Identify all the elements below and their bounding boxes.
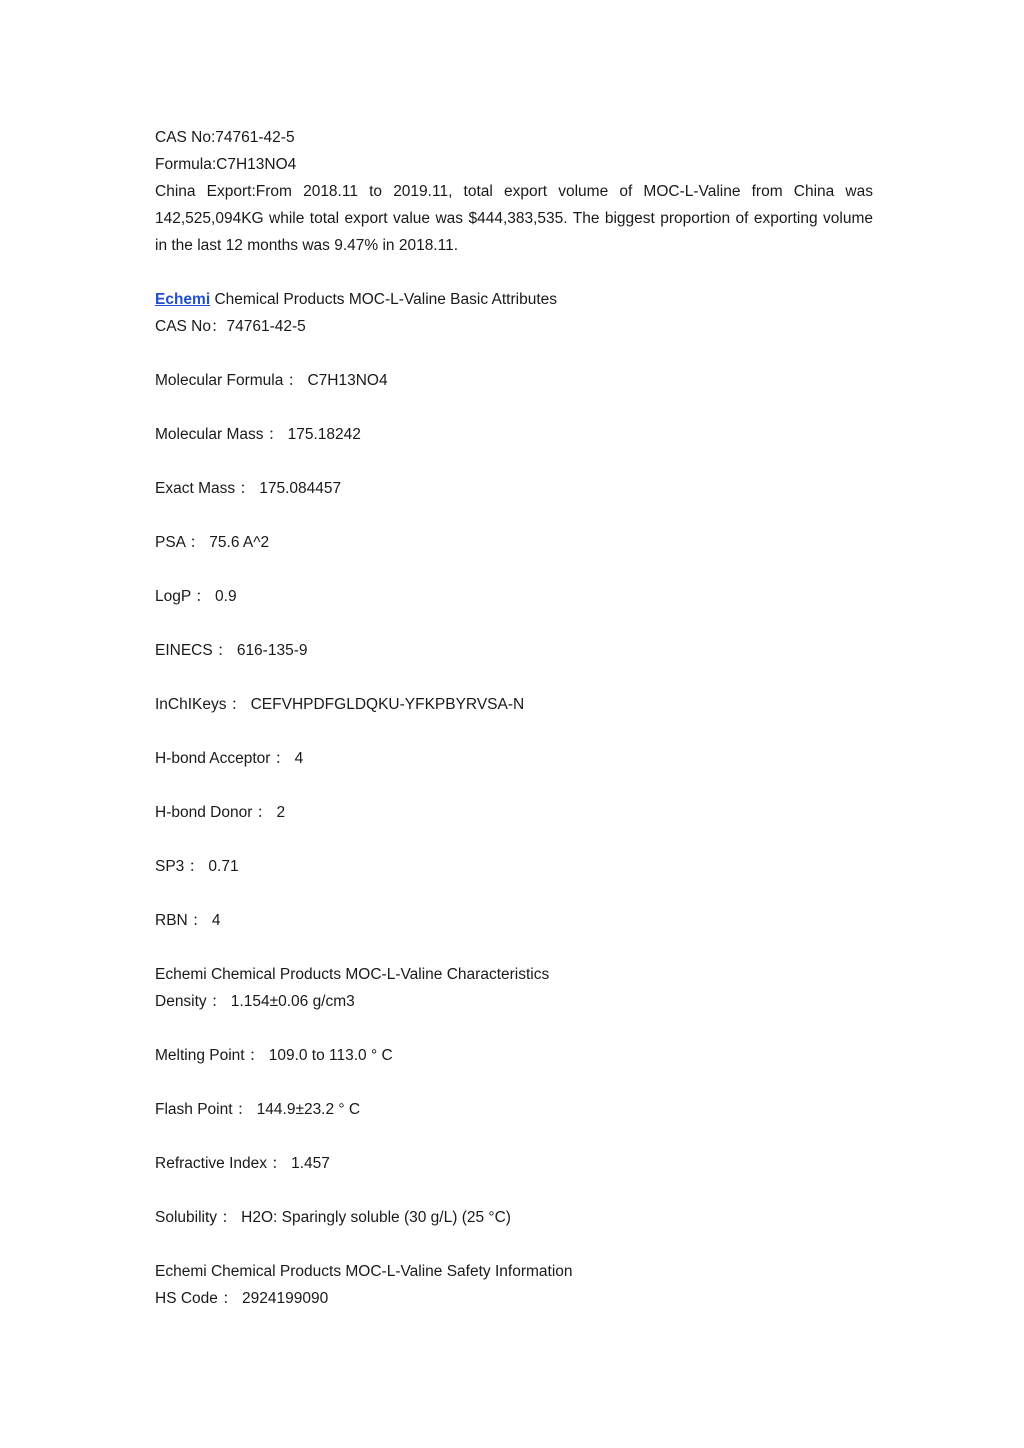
- char-melting-point: Melting Point ： 109.0 to 113.0 ° C: [155, 1047, 393, 1064]
- characteristics-heading: Echemi Chemical Products MOC-L-Valine Characteristics: [155, 966, 550, 983]
- basic-attributes-heading: [155, 286, 873, 313]
- attr-exact-mass: Exact Mass ： 175.084457: [155, 480, 342, 497]
- export-paragraph: China Export:From 2018.11 to 2019.11, total export volume of MOC-L-Valine from China was 142,525,094KG while total export value was $444,383,535. The biggest proportion of exporting volume in the last 12 months was 9.47% in 2018.11.: [155, 183, 873, 254]
- attr-einecs: EINECS ： 616-135-9: [155, 642, 308, 659]
- attr-molecular-formula: Molecular Formula ： C7H13NO4: [155, 372, 388, 389]
- spacer: [155, 259, 873, 286]
- char-solubility: Solubility ： H2O: Sparingly soluble (30 g/L) (25 °C): [155, 1209, 511, 1226]
- document-page: [155, 124, 873, 1312]
- safety-heading: Echemi Chemical Products MOC-L-Valine Safety Information: [155, 1263, 573, 1280]
- basic-cas-line: CAS No：74761-42-5: [155, 318, 306, 335]
- attr-hbond-acceptor: H-bond Acceptor ： 4: [155, 750, 304, 767]
- char-flash-point: Flash Point ： 144.9±23.2 ° C: [155, 1101, 361, 1118]
- attr-sp3: SP3 ： 0.71: [155, 858, 239, 875]
- attr-psa: PSA ： 75.6 A^2: [155, 534, 270, 551]
- cas-number-line: CAS No:74761-42-5: [155, 129, 295, 146]
- safety-hs-code: HS Code ： 2924199090: [155, 1290, 329, 1307]
- char-density: Density ： 1.154±0.06 g/cm3: [155, 993, 355, 1010]
- attr-molecular-mass: Molecular Mass ： 175.18242: [155, 426, 361, 443]
- echemi-link[interactable]: Echemi: [155, 291, 211, 308]
- attr-inchikeys: InChIKeys ： CEFVHPDFGLDQKU-YFKPBYRVSA-N: [155, 696, 525, 713]
- basic-heading-text: Chemical Products MOC-L-Valine Basic Attributes: [210, 291, 558, 308]
- char-refractive-index: Refractive Index ： 1.457: [155, 1155, 330, 1172]
- attr-rbn: RBN ： 4: [155, 912, 221, 929]
- attr-logp: LogP ： 0.9: [155, 588, 237, 605]
- attr-hbond-donor: H-bond Donor ： 2: [155, 804, 286, 821]
- formula-line: Formula:C7H13NO4: [155, 156, 297, 173]
